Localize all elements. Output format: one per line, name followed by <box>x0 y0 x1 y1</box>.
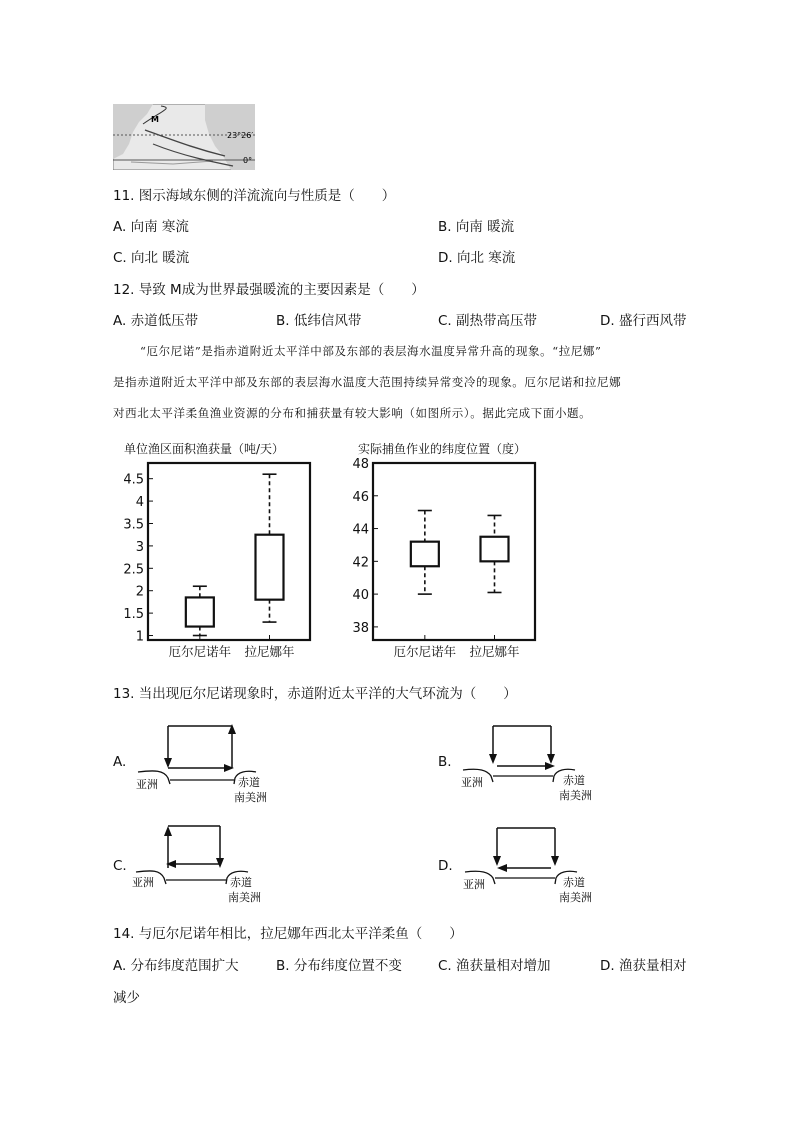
q14-option-c[interactable]: C. 渔获量相对增加 <box>438 958 551 974</box>
south-america-label: 南美洲 <box>228 891 261 904</box>
y-tick-label: 38 <box>352 620 369 636</box>
passage-line-2: 是指赤道附近太平洋中部及东部的表层海水温度大范围持续异常变冷的现象。厄尔尼诺和拉尼娜 <box>113 375 622 389</box>
y-tick-label: 48 <box>352 457 369 472</box>
q13-diagram-a[interactable] <box>130 718 280 808</box>
plot-frame <box>373 463 535 640</box>
y-tick-label: 42 <box>352 555 369 571</box>
ocean-current-map <box>113 104 255 170</box>
asia-label: 亚洲 <box>461 776 483 789</box>
q11-option-d[interactable]: D. 向北 寒流 <box>438 250 516 266</box>
y-tick-label: 1 <box>135 629 144 645</box>
asia-label: 亚洲 <box>136 778 158 791</box>
box-厄尔尼诺年 <box>186 597 214 626</box>
q13-letter-a[interactable]: A. <box>113 754 127 770</box>
y-tick-label: 44 <box>352 522 369 538</box>
chart-fishing-latitude <box>335 455 545 665</box>
equator-label: 赤道 <box>230 876 252 889</box>
q11-stem: 11. 图示海域东侧的洋流流向与性质是（ ） <box>113 188 396 204</box>
map-label-m: M <box>151 115 159 124</box>
q11-option-a[interactable]: A. 向南 寒流 <box>113 219 189 235</box>
q13-stem: 13. 当出现厄尔尼诺现象时，赤道附近太平洋的大气环流为（ ） <box>113 686 517 702</box>
y-tick-label: 46 <box>352 489 369 505</box>
q11-option-c[interactable]: C. 向北 暖流 <box>113 250 190 266</box>
south-america-label: 南美洲 <box>559 789 592 802</box>
passage-line-1: “厄尔尼诺”是指赤道附近太平洋中部及东部的表层海水温度异常升高的现象。“拉尼娜” <box>140 344 602 358</box>
passage-line-3: 对西北太平洋柔鱼渔业资源的分布和捕获量有较大影响（如图所示）。据此完成下面小题。 <box>113 406 592 420</box>
q13-diagram-b[interactable] <box>455 718 605 808</box>
q13-diagram-c[interactable] <box>130 820 280 910</box>
map-label-lat1: 23°26′ <box>227 131 254 140</box>
q11-option-b[interactable]: B. 向南 暖流 <box>438 219 515 235</box>
map-label-lat2: 0° <box>243 156 253 165</box>
q14-option-d[interactable]: D. 渔获量相对 <box>600 958 687 974</box>
asia-label: 亚洲 <box>132 876 154 889</box>
equator-label: 赤道 <box>238 776 260 789</box>
plot-frame <box>148 463 310 640</box>
q12-option-a[interactable]: A. 赤道低压带 <box>113 313 199 329</box>
equator-label: 赤道 <box>563 876 585 889</box>
q14-option-a[interactable]: A. 分布纬度范围扩大 <box>113 958 239 974</box>
box-拉尼娜年 <box>481 537 509 562</box>
y-tick-label: 2.5 <box>123 562 144 578</box>
box-厄尔尼诺年 <box>411 542 439 567</box>
q12-option-c[interactable]: C. 副热带高压带 <box>438 313 538 329</box>
x-tick-label: 拉尼娜年 <box>244 644 295 659</box>
chart-catch-per-area <box>110 455 320 665</box>
q13-letter-d[interactable]: D. <box>438 858 453 874</box>
south-america-label: 南美洲 <box>234 791 267 804</box>
south-america-label: 南美洲 <box>559 891 592 904</box>
q12-option-b[interactable]: B. 低纬信风带 <box>276 313 362 329</box>
y-tick-label: 2 <box>135 584 144 600</box>
x-tick-label: 厄尔尼诺年 <box>168 644 232 659</box>
asia-label: 亚洲 <box>463 878 485 891</box>
q12-option-d[interactable]: D. 盛行西风带 <box>600 313 687 329</box>
box-拉尼娜年 <box>256 535 284 600</box>
q13-letter-c[interactable]: C. <box>113 858 127 874</box>
x-tick-label: 厄尔尼诺年 <box>393 644 457 659</box>
q14-option-b[interactable]: B. 分布纬度位置不变 <box>276 958 402 974</box>
q13-letter-b[interactable]: B. <box>438 754 452 770</box>
q14-option-d-wrap: 减少 <box>113 990 140 1006</box>
y-tick-label: 1.5 <box>123 607 144 623</box>
y-tick-label: 3 <box>135 539 144 555</box>
y-tick-label: 4.5 <box>123 472 144 488</box>
y-tick-label: 3.5 <box>123 517 144 533</box>
chart1-title: 单位渔区面积渔获量（吨/天） <box>124 442 285 456</box>
q14-stem: 14. 与厄尔尼诺年相比，拉尼娜年西北太平洋柔鱼（ ） <box>113 926 463 942</box>
q12-stem: 12. 导致 M成为世界最强暖流的主要因素是（ ） <box>113 282 425 298</box>
chart2-title: 实际捕鱼作业的纬度位置（度） <box>358 442 527 456</box>
q13-diagram-d[interactable] <box>455 822 605 912</box>
y-tick-label: 40 <box>352 588 369 604</box>
equator-label: 赤道 <box>563 774 585 787</box>
x-tick-label: 拉尼娜年 <box>469 644 520 659</box>
y-tick-label: 4 <box>135 495 144 511</box>
